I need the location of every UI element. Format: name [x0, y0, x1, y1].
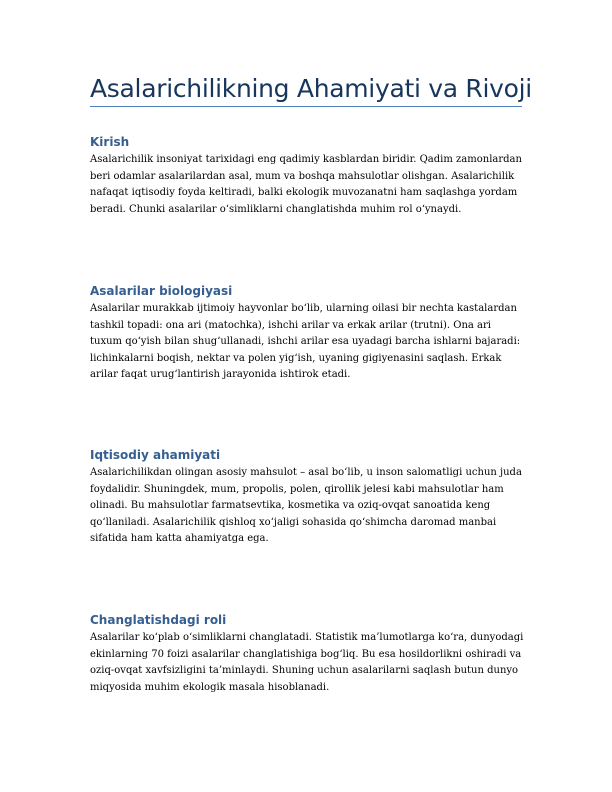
- section-heading: Asalarilar biologiyasi: [90, 284, 233, 298]
- section-heading: Changlatishdagi roli: [90, 613, 227, 627]
- section-iqtisodiy-ahamiyati: [90, 447, 526, 548]
- section-heading: Iqtisodiy ahamiyati: [90, 448, 221, 462]
- title-underline: [90, 106, 522, 107]
- section-heading: Kirish: [90, 135, 130, 149]
- section-kirish: [90, 134, 526, 218]
- section-paragraph: Asalarilar murakkab ijtimoiy hayvonlar bo‘lib, ularning oilasi bir nechta kastalardan tashkil topadi: ona ari (matochka), ishchi arilar va erkak arilar (trutni). Ona ari tuxum qo‘yish bilan shug‘ullanadi, ishchi arilar esa uyadagi barcha ishlarni bajaradi: lichinkalarni boqish, nektar va polen yig‘ish, uyaning gigiyenasini saqlash. Erkak arilar faqat urug‘lantirish jarayonida ishtirok etadi.: [90, 303, 521, 380]
- section-paragraph: Asalarilar ko‘plab o‘simliklarni changlatadi. Statistik ma’lumotlarga ko‘ra, dunyodagi ekinlarning 70 foizi asalarilar changlatishiga bog‘liq. Bu esa hosildorlikni oshiradi va oziq-ovqat xavfsizligini ta’minlaydi. Shuning uchun asalarilarni saqlash butun dunyo miqyosida muhim ekologik masala hisoblanadi.: [90, 632, 524, 693]
- document-title: Asalarichilikning Ahamiyati va Rivoji: [90, 74, 532, 103]
- section-paragraph: Asalarichilikdan olingan asosiy mahsulot – asal bo‘lib, u inson salomatligi uchun juda foydalidir. Shuningdek, mum, propolis, polen, qirollik jelesi kabi mahsulotlar ham olinadi. Bu mahsulotlar farmatsevtika, kosmetika va oziq-ovqat sanoatida keng qo‘llaniladi. Asalarichilik qishloq xo‘jaligi sohasida qo‘shimcha daromad manbai sifatida ham katta ahamiyatga ega.: [90, 467, 522, 544]
- section-changlatish-roli: [90, 612, 526, 696]
- section-biologiyasi: [90, 283, 526, 384]
- section-paragraph: Asalarichilik insoniyat tarixidagi eng qadimiy kasblardan biridir. Qadim zamonlardan beri odamlar asalarilardan asal, mum va boshqa mahsulotlar olishgan. Asalarichilik nafaqat iqtisodiy foyda keltiradi, balki ekologik muvozanatni ham saqlashga yordam beradi. Chunki asalarilar o‘simliklarni changlatishda muhim rol o‘ynaydi.: [90, 154, 522, 215]
